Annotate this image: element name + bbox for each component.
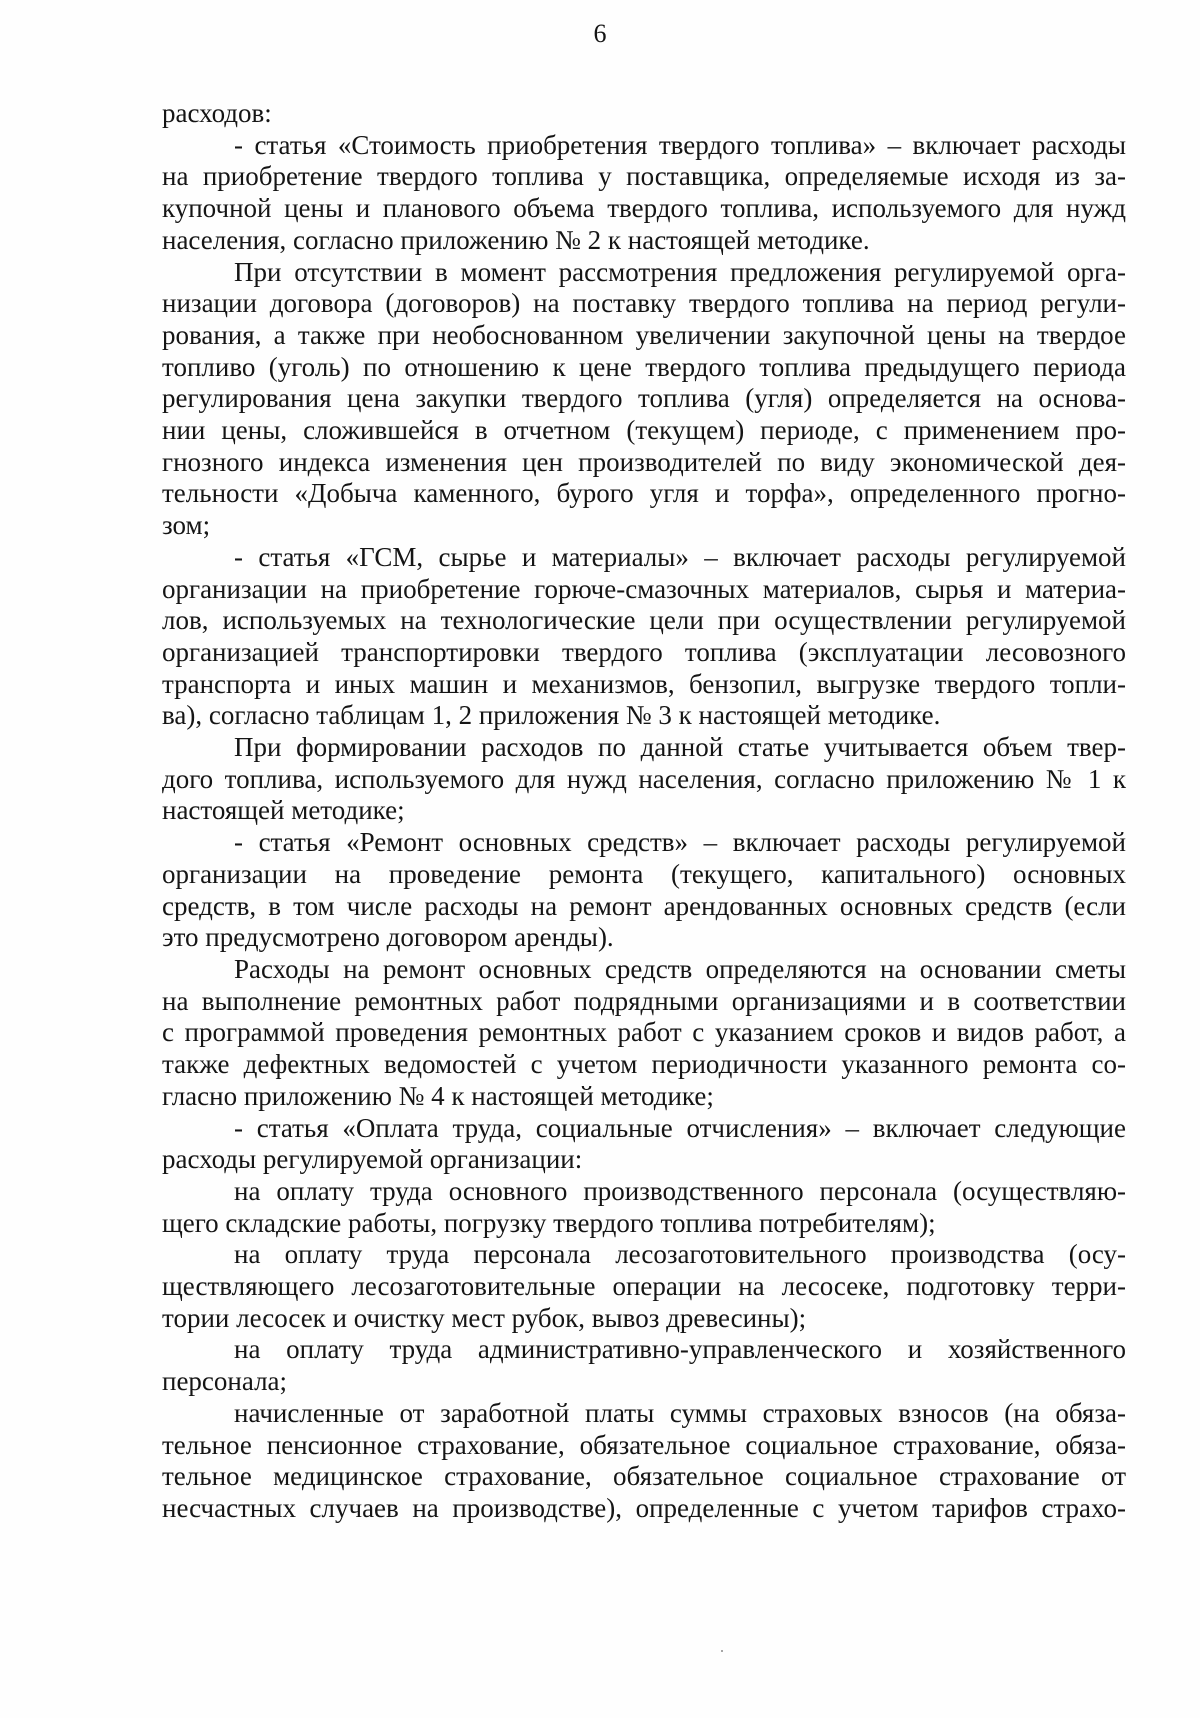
scan-speck xyxy=(721,1650,723,1652)
text-line: расходы регулируемой организации: xyxy=(162,1144,583,1175)
text-line: купочной цены и планового объема твердого топлива, используемого для нужд xyxy=(162,193,1126,224)
text-line: - статья «Оплата труда, социальные отчисления» – включает следующие xyxy=(234,1112,1126,1143)
text-line: рования, а также при необоснованном увеличении закупочной цены на твердое xyxy=(162,319,1126,350)
text-line: тельное медицинское страхование, обязательное социальное страхование от xyxy=(162,1461,1126,1492)
text-line: нии цены, сложившейся в отчетном (текущем) периоде, с применением про- xyxy=(162,415,1126,446)
text-line: - статья «Стоимость приобретения твердого топлива» – включает расходы xyxy=(234,129,1126,160)
text-line: начисленные от заработной платы суммы страховых взносов (на обяза- xyxy=(234,1397,1126,1428)
text-line: тельности «Добыча каменного, бурого угля и торфа», определенного прогно- xyxy=(162,478,1126,509)
text-line: на оплату труда основного производственного персонала (осуществляю- xyxy=(234,1175,1126,1206)
document-body xyxy=(162,98,1126,1525)
text-line: дого топлива, используемого для нужд населения, согласно приложению № 1 к xyxy=(162,763,1126,794)
text-line: - статья «Ремонт основных средств» – включает расходы регулируемой xyxy=(234,827,1126,858)
text-line: топливо (уголь) по отношению к цене твердого топлива предыдущего периода xyxy=(162,351,1126,382)
text-line: лов, используемых на технологические цели при осуществлении регулируемой xyxy=(162,605,1126,636)
text-line: также дефектных ведомостей с учетом периодичности указанного ремонта со- xyxy=(162,1049,1126,1080)
page-number: 6 xyxy=(593,19,607,48)
text-line: расходов: xyxy=(162,98,272,128)
text-line: При формировании расходов по данной статье учитывается объем твер- xyxy=(234,732,1126,763)
text-line: на оплату труда персонала лесозаготовительного производства (осу- xyxy=(234,1239,1126,1270)
text-line: гласно приложению № 4 к настоящей методике; xyxy=(162,1080,714,1111)
text-line: ществляющего лесозаготовительные операции на лесосеке, подготовку терри- xyxy=(162,1271,1126,1302)
text-line: При отсутствии в момент рассмотрения предложения регулируемой орга- xyxy=(234,256,1126,287)
text-line: организации на проведение ремонта (текущего, капитального) основных xyxy=(162,858,1126,889)
text-line: настоящей методике; xyxy=(162,795,405,826)
text-line: ва), согласно таблицам 1, 2 приложения № 3 к настоящей методике. xyxy=(162,700,941,731)
text-line: тории лесосек и очистку мест рубок, вывоз древесины); xyxy=(162,1302,807,1333)
text-line: низации договора (договоров) на поставку твердого топлива на период регули- xyxy=(162,288,1126,319)
text-line: зом; xyxy=(162,510,211,541)
text-line: организацией транспортировки твердого топлива (эксплуатации лесовозного xyxy=(162,636,1126,667)
text-line: это предусмотрено договором аренды). xyxy=(162,922,614,953)
text-line: гнозного индекса изменения цен производителей по виду экономической дея- xyxy=(162,446,1126,477)
text-line: на оплату труда административно-управленческого и хозяйственного xyxy=(234,1334,1126,1365)
text-line: на выполнение ремонтных работ подрядными организациями и в соответствии xyxy=(162,985,1126,1016)
text-line: щего складские работы, погрузку твердого топлива потребителям); xyxy=(162,1207,936,1238)
text-line: на приобретение твердого топлива у поставщика, определяемые исходя из за- xyxy=(162,161,1126,192)
text-line: несчастных случаев на производстве), определенные с учетом тарифов страхо- xyxy=(162,1492,1126,1523)
text-line: средств, в том числе расходы на ремонт арендованных основных средств (если xyxy=(162,890,1126,921)
text-line: населения, согласно приложению № 2 к настоящей методике. xyxy=(162,224,870,255)
text-line: Расходы на ремонт основных средств определяются на основании сметы xyxy=(234,953,1126,984)
text-line: персонала; xyxy=(162,1366,288,1397)
text-line: организации на приобретение горюче-смазочных материалов, сырья и материа- xyxy=(162,573,1126,604)
text-line: транспорта и иных машин и механизмов, бензопил, выгрузке твердого топли- xyxy=(162,668,1126,699)
text-line: с программой проведения ремонтных работ с указанием сроков и видов работ, а xyxy=(162,1017,1126,1048)
text-line: тельное пенсионное страхование, обязательное социальное страхование, обяза- xyxy=(162,1429,1126,1460)
text-line: - статья «ГСМ, сырье и материалы» – включает расходы регулируемой xyxy=(234,541,1126,572)
text-line: регулирования цена закупки твердого топлива (угля) определяется на основа- xyxy=(162,383,1126,414)
